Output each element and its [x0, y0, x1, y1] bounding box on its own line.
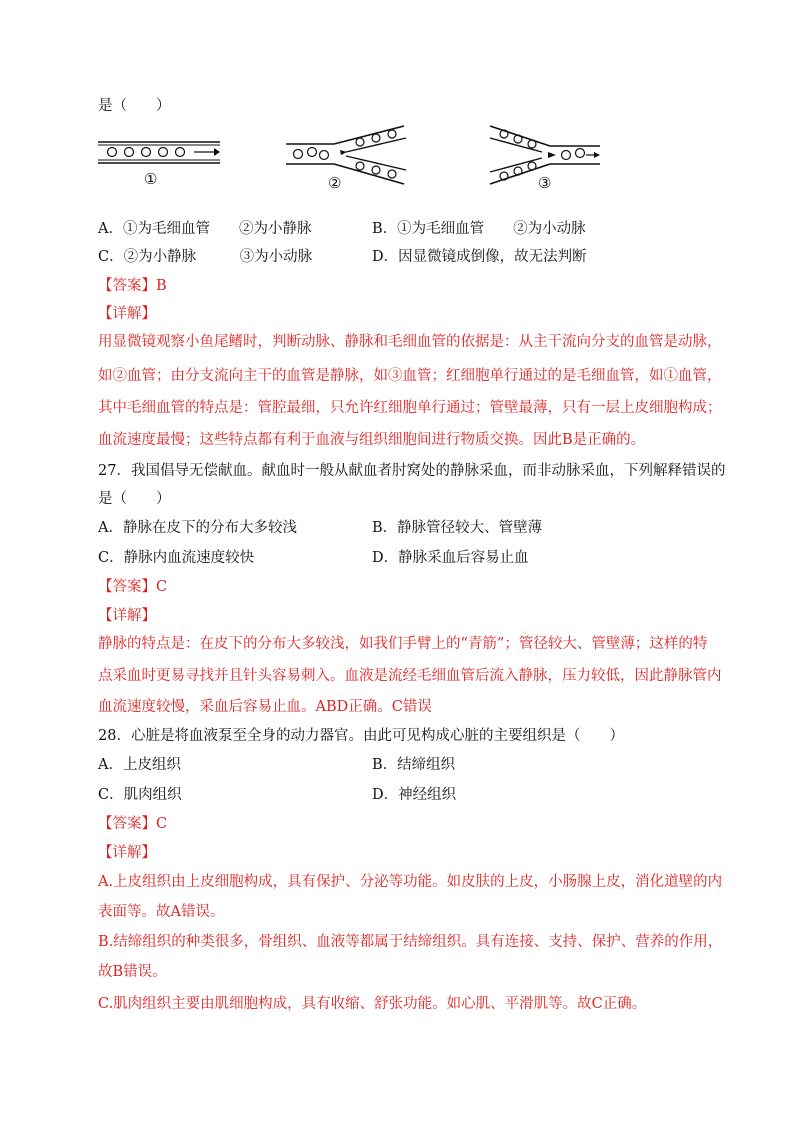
q28-detail-line-3: B.结缔组织的种类很多，骨组织、血液等都属于结缔组织。具有连接、支持、保护、营养的作用， [98, 934, 723, 950]
figure-label-1: ① [144, 170, 158, 188]
q27-detail-line-2: 点采血时更易寻找并且针头容易刺入。血液是流经毛细血管后流入静脉，压力较低，因此静脉管内 [98, 668, 722, 684]
q28-detail-line-4: 故B错误。 [98, 964, 167, 980]
q26-detail-line-3: 其中毛细血管的特点是：管腔最细，只允许红细胞单行通过；管壁最薄，只有一层上皮细胞构成； [98, 400, 722, 416]
q26-option-c: C．②为小静脉 ③为小动脉 [98, 249, 313, 265]
q26-detail-line-1: 用显微镜观察小鱼尾鳍时，判断动脉、静脉和毛细血管的依据是：从主干流向分支的血管是动脉， [98, 334, 722, 350]
q28-option-a: A．上皮组织 [98, 757, 181, 773]
q26-figures [96, 124, 616, 196]
q28-detail-line-2: 表面等。故A错误。 [98, 904, 225, 920]
q26-detail-label: 【详解】 [98, 306, 156, 322]
vein-diagram [488, 124, 618, 194]
q27-detail-label: 【详解】 [98, 608, 156, 624]
q27-option-c: C．静脉内血流速度较快 [98, 550, 255, 566]
q26-stem-tail: 是（ ） [98, 98, 171, 114]
artery-diagram [284, 124, 414, 194]
capillary-diagram [96, 124, 226, 194]
q26-answer: 【答案】B [98, 278, 167, 294]
q28-detail-line-5: C.肌肉组织主要由肌细胞构成，具有收缩、舒张功能。如心肌、平滑肌等。故C正确。 [98, 996, 647, 1012]
q27-detail-line-1: 静脉的特点是：在皮下的分布大多较浅，如我们手臂上的“青筋”；管径较大、管壁薄；这样的特 [98, 636, 708, 652]
figure-label-3: ③ [538, 174, 552, 192]
figure-label-2: ② [328, 174, 342, 192]
q27-stem-line-2: 是（ ） [98, 491, 171, 507]
q26-option-b: B．①为毛细血管 ②为小动脉 [372, 221, 586, 237]
q27-option-a: A．静脉在皮下的分布大多较浅 [98, 520, 297, 536]
q27-answer: 【答案】C [98, 579, 168, 595]
q27-option-b: B．静脉管径较大、管壁薄 [372, 520, 543, 536]
q28-stem: 28．心脏是将血液泵至全身的动力器官。由此可见构成心脏的主要组织是（ ） [98, 728, 624, 744]
q28-option-c: C．肌肉组织 [98, 787, 182, 803]
q28-detail-line-1: A.上皮组织由上皮细胞构成，具有保护、分泌等功能。如皮肤的上皮，小肠腺上皮，消化道壁的内 [98, 874, 723, 890]
q26-detail-line-4: 血流速度最慢；这些特点都有利于血液与组织细胞间进行物质交换。因此B是正确的。 [98, 432, 646, 448]
q26-detail-line-2: 如②血管；由分支流向主干的血管是静脉，如③血管；红细胞单行通过的是毛细血管，如①血管， [98, 368, 722, 384]
q26-option-a: A．①为毛细血管 ②为小静脉 [98, 221, 312, 237]
q28-answer: 【答案】C [98, 816, 168, 832]
q28-detail-label: 【详解】 [98, 845, 156, 861]
q28-option-d: D．神经组织 [372, 787, 457, 803]
q27-detail-line-3: 血流速度较慢，采血后容易止血。ABD正确。C错误 [98, 699, 432, 715]
q28-option-b: B．结缔组织 [372, 757, 456, 773]
q27-stem-line-1: 27．我国倡导无偿献血。献血时一般从献血者肘窝处的静脉采血，而非动脉采血，下列解释错误的 [98, 463, 726, 479]
q26-option-d: D．因显微镜成倒像，故无法判断 [372, 249, 587, 265]
q27-option-d: D．静脉采血后容易止血 [372, 550, 529, 566]
